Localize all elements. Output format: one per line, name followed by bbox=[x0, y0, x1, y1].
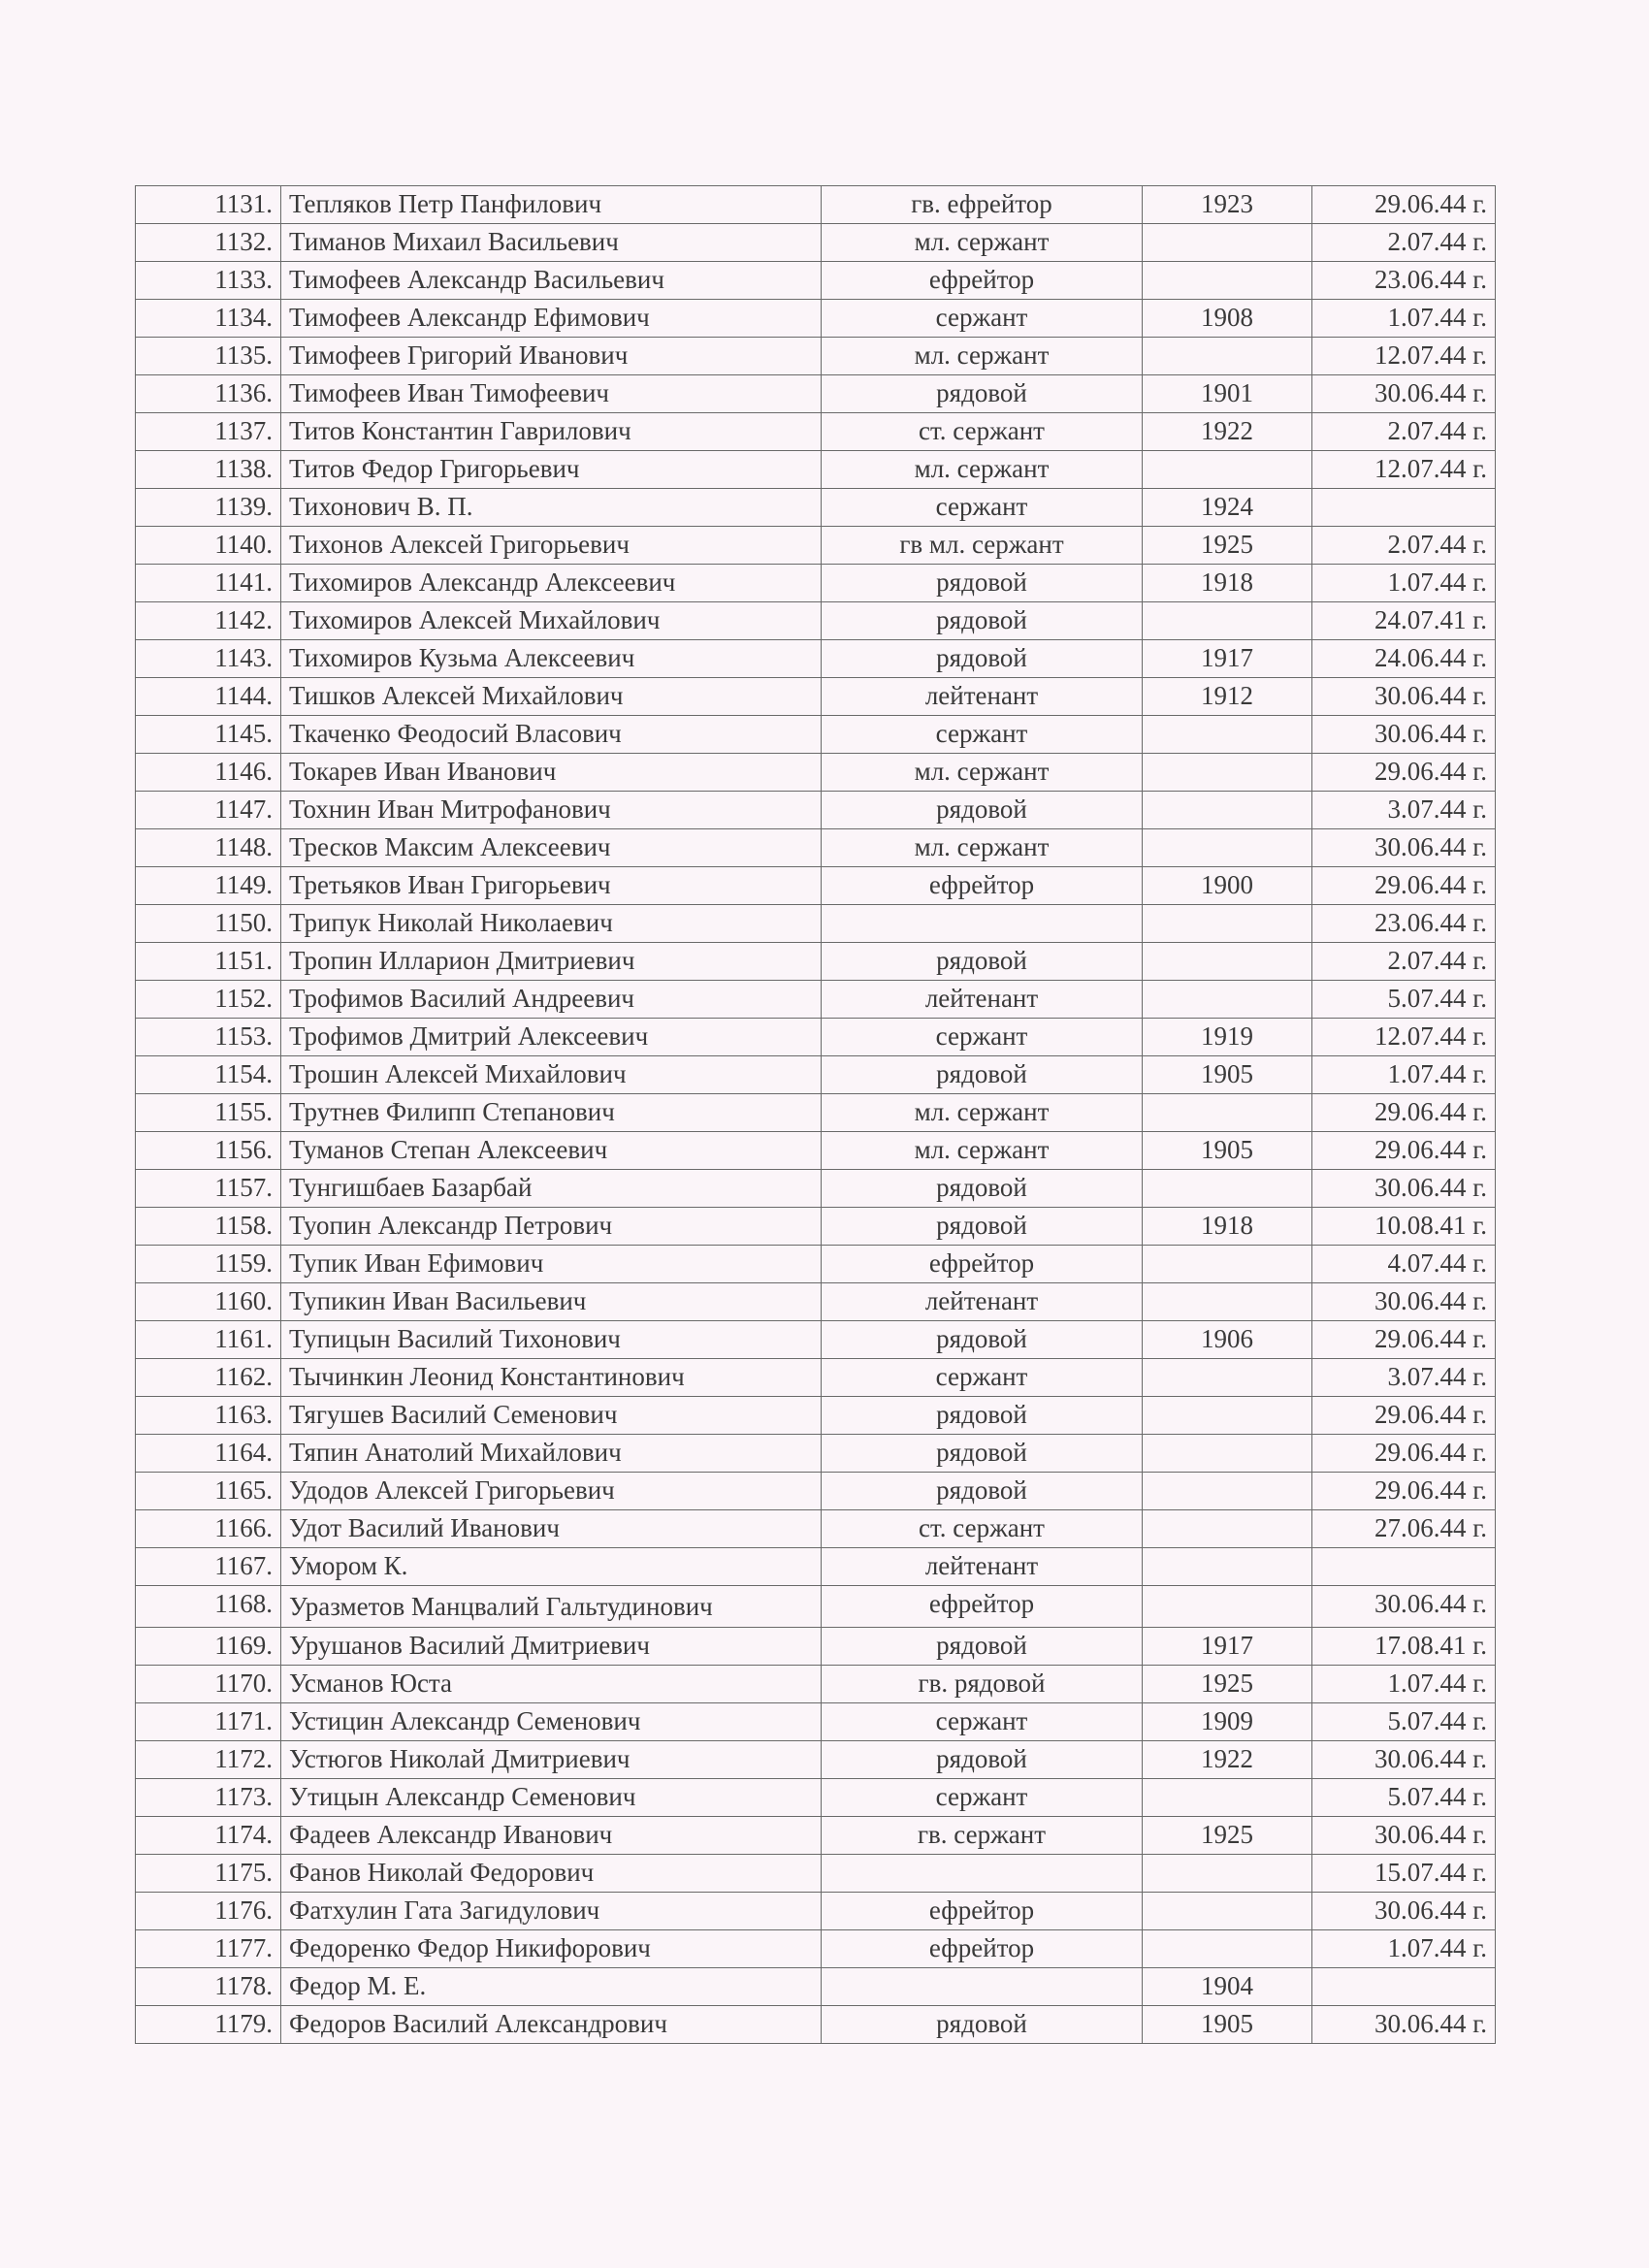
birth-year bbox=[1143, 451, 1312, 489]
military-rank: мл. сержант bbox=[822, 1132, 1143, 1170]
military-rank: рядовой bbox=[822, 640, 1143, 678]
birth-year bbox=[1143, 716, 1312, 754]
row-number: 1166. bbox=[136, 1510, 281, 1548]
military-rank: гв. рядовой bbox=[822, 1666, 1143, 1703]
person-name: Фанов Николай Федорович bbox=[281, 1855, 822, 1893]
military-rank: лейтенант bbox=[822, 1548, 1143, 1586]
person-name: Устицин Александр Семенович bbox=[281, 1703, 822, 1741]
date-of-death: 5.07.44 г. bbox=[1312, 1703, 1496, 1741]
table-row bbox=[136, 1548, 1496, 1586]
birth-year bbox=[1143, 1359, 1312, 1397]
row-number: 1139. bbox=[136, 489, 281, 527]
row-number: 1168. bbox=[136, 1586, 281, 1628]
date-of-death: 1.07.44 г. bbox=[1312, 1056, 1496, 1094]
person-name: Трошин Алексей Михайлович bbox=[281, 1056, 822, 1094]
date-of-death: 29.06.44 г. bbox=[1312, 186, 1496, 224]
person-name: Тихомиров Кузьма Алексеевич bbox=[281, 640, 822, 678]
person-name: Тычинкин Леонид Константинович bbox=[281, 1359, 822, 1397]
birth-year: 1924 bbox=[1143, 489, 1312, 527]
person-name: Тихомиров Александр Алексеевич bbox=[281, 565, 822, 602]
birth-year: 1900 bbox=[1143, 867, 1312, 905]
military-rank: рядовой bbox=[822, 375, 1143, 413]
row-number: 1162. bbox=[136, 1359, 281, 1397]
military-rank: сержант bbox=[822, 716, 1143, 754]
military-rank: лейтенант bbox=[822, 981, 1143, 1019]
date-of-death: 30.06.44 г. bbox=[1312, 829, 1496, 867]
table-row bbox=[136, 186, 1496, 224]
row-number: 1141. bbox=[136, 565, 281, 602]
table-row bbox=[136, 1703, 1496, 1741]
table-row bbox=[136, 1779, 1496, 1817]
person-name: Уразметов Манцвалий Гальтудинович bbox=[281, 1586, 822, 1628]
table-row bbox=[136, 1321, 1496, 1359]
person-name: Тимофеев Александр Ефимович bbox=[281, 300, 822, 338]
military-rank: ефрейтор bbox=[822, 1930, 1143, 1968]
birth-year: 1925 bbox=[1143, 527, 1312, 565]
military-rank: лейтенант bbox=[822, 678, 1143, 716]
table-row bbox=[136, 300, 1496, 338]
person-name: Тепляков Петр Панфилович bbox=[281, 186, 822, 224]
person-name: Трутнев Филипп Степанович bbox=[281, 1094, 822, 1132]
birth-year bbox=[1143, 943, 1312, 981]
row-number: 1153. bbox=[136, 1019, 281, 1056]
date-of-death: 4.07.44 г. bbox=[1312, 1246, 1496, 1283]
person-name: Усманов Юста bbox=[281, 1666, 822, 1703]
birth-year bbox=[1143, 1473, 1312, 1510]
row-number: 1132. bbox=[136, 224, 281, 262]
military-rank: рядовой bbox=[822, 2006, 1143, 2044]
military-rank: рядовой bbox=[822, 602, 1143, 640]
date-of-death: 24.06.44 г. bbox=[1312, 640, 1496, 678]
table-row bbox=[136, 489, 1496, 527]
date-of-death: 3.07.44 г. bbox=[1312, 1359, 1496, 1397]
date-of-death: 30.06.44 г. bbox=[1312, 2006, 1496, 2044]
person-name: Туманов Степан Алексеевич bbox=[281, 1132, 822, 1170]
table-row bbox=[136, 1056, 1496, 1094]
date-of-death: 23.06.44 г. bbox=[1312, 905, 1496, 943]
date-of-death: 3.07.44 г. bbox=[1312, 792, 1496, 829]
person-name: Удодов Алексей Григорьевич bbox=[281, 1473, 822, 1510]
military-rank: сержант bbox=[822, 1779, 1143, 1817]
row-number: 1150. bbox=[136, 905, 281, 943]
person-name: Удот Василий Иванович bbox=[281, 1510, 822, 1548]
military-rank: ефрейтор bbox=[822, 262, 1143, 300]
date-of-death: 15.07.44 г. bbox=[1312, 1855, 1496, 1893]
person-name: Тихонович В. П. bbox=[281, 489, 822, 527]
military-rank: рядовой bbox=[822, 565, 1143, 602]
table-row bbox=[136, 1473, 1496, 1510]
date-of-death: 5.07.44 г. bbox=[1312, 981, 1496, 1019]
date-of-death: 2.07.44 г. bbox=[1312, 413, 1496, 451]
person-name: Утицын Александр Семенович bbox=[281, 1779, 822, 1817]
row-number: 1146. bbox=[136, 754, 281, 792]
person-name: Тупицын Василий Тихонович bbox=[281, 1321, 822, 1359]
table-row bbox=[136, 1510, 1496, 1548]
person-name: Титов Константин Гаврилович bbox=[281, 413, 822, 451]
table-row bbox=[136, 1397, 1496, 1435]
person-name: Тимофеев Григорий Иванович bbox=[281, 338, 822, 375]
military-rank bbox=[822, 905, 1143, 943]
military-rank: сержант bbox=[822, 1019, 1143, 1056]
date-of-death: 12.07.44 г. bbox=[1312, 451, 1496, 489]
row-number: 1138. bbox=[136, 451, 281, 489]
table-row bbox=[136, 451, 1496, 489]
date-of-death: 29.06.44 г. bbox=[1312, 1397, 1496, 1435]
row-number: 1172. bbox=[136, 1741, 281, 1779]
date-of-death: 29.06.44 г. bbox=[1312, 867, 1496, 905]
person-name: Титов Федор Григорьевич bbox=[281, 451, 822, 489]
military-rank: сержант bbox=[822, 489, 1143, 527]
birth-year: 1922 bbox=[1143, 413, 1312, 451]
birth-year bbox=[1143, 981, 1312, 1019]
military-rank: сержант bbox=[822, 1359, 1143, 1397]
row-number: 1151. bbox=[136, 943, 281, 981]
person-name: Умором К. bbox=[281, 1548, 822, 1586]
person-name: Тягушев Василий Семенович bbox=[281, 1397, 822, 1435]
row-number: 1135. bbox=[136, 338, 281, 375]
birth-year: 1905 bbox=[1143, 1056, 1312, 1094]
row-number: 1157. bbox=[136, 1170, 281, 1208]
person-name: Урушанов Василий Дмитриевич bbox=[281, 1628, 822, 1666]
birth-year bbox=[1143, 1855, 1312, 1893]
date-of-death: 30.06.44 г. bbox=[1312, 1586, 1496, 1628]
row-number: 1173. bbox=[136, 1779, 281, 1817]
military-rank: рядовой bbox=[822, 1208, 1143, 1246]
military-rank bbox=[822, 1855, 1143, 1893]
date-of-death: 29.06.44 г. bbox=[1312, 1132, 1496, 1170]
row-number: 1159. bbox=[136, 1246, 281, 1283]
military-rank: рядовой bbox=[822, 1056, 1143, 1094]
table-row bbox=[136, 678, 1496, 716]
birth-year: 1904 bbox=[1143, 1968, 1312, 2006]
table-row bbox=[136, 829, 1496, 867]
person-name: Тимофеев Иван Тимофеевич bbox=[281, 375, 822, 413]
person-name: Федор М. Е. bbox=[281, 1968, 822, 2006]
birth-year bbox=[1143, 262, 1312, 300]
military-rank: рядовой bbox=[822, 1741, 1143, 1779]
military-rank: мл. сержант bbox=[822, 451, 1143, 489]
person-name: Третьяков Иван Григорьевич bbox=[281, 867, 822, 905]
birth-year bbox=[1143, 1930, 1312, 1968]
date-of-death: 29.06.44 г. bbox=[1312, 1473, 1496, 1510]
table-row bbox=[136, 754, 1496, 792]
row-number: 1149. bbox=[136, 867, 281, 905]
table-row bbox=[136, 943, 1496, 981]
table-row bbox=[136, 1132, 1496, 1170]
date-of-death: 30.06.44 г. bbox=[1312, 375, 1496, 413]
table-row bbox=[136, 1094, 1496, 1132]
table-row bbox=[136, 792, 1496, 829]
military-rank: гв. сержант bbox=[822, 1817, 1143, 1855]
person-name: Ткаченко Феодосий Власович bbox=[281, 716, 822, 754]
row-number: 1145. bbox=[136, 716, 281, 754]
row-number: 1165. bbox=[136, 1473, 281, 1510]
row-number: 1169. bbox=[136, 1628, 281, 1666]
row-number: 1163. bbox=[136, 1397, 281, 1435]
person-name: Тяпин Анатолий Михайлович bbox=[281, 1435, 822, 1473]
birth-year bbox=[1143, 905, 1312, 943]
table-row bbox=[136, 2006, 1496, 2044]
birth-year bbox=[1143, 1094, 1312, 1132]
table-row bbox=[136, 905, 1496, 943]
row-number: 1167. bbox=[136, 1548, 281, 1586]
date-of-death: 2.07.44 г. bbox=[1312, 943, 1496, 981]
table-row bbox=[136, 413, 1496, 451]
row-number: 1144. bbox=[136, 678, 281, 716]
date-of-death: 29.06.44 г. bbox=[1312, 1435, 1496, 1473]
birth-year: 1908 bbox=[1143, 300, 1312, 338]
military-rank: ефрейтор bbox=[822, 1893, 1143, 1930]
birth-year: 1917 bbox=[1143, 1628, 1312, 1666]
date-of-death bbox=[1312, 1968, 1496, 2006]
table-row bbox=[136, 338, 1496, 375]
row-number: 1179. bbox=[136, 2006, 281, 2044]
person-name: Устюгов Николай Дмитриевич bbox=[281, 1741, 822, 1779]
birth-year: 1918 bbox=[1143, 565, 1312, 602]
row-number: 1148. bbox=[136, 829, 281, 867]
person-name: Федоренко Федор Никифорович bbox=[281, 1930, 822, 1968]
birth-year bbox=[1143, 602, 1312, 640]
person-name: Федоров Василий Александрович bbox=[281, 2006, 822, 2044]
person-name: Фатхулин Гата Загидулович bbox=[281, 1893, 822, 1930]
military-rank: ст. сержант bbox=[822, 1510, 1143, 1548]
row-number: 1174. bbox=[136, 1817, 281, 1855]
date-of-death: 27.06.44 г. bbox=[1312, 1510, 1496, 1548]
military-rank: рядовой bbox=[822, 792, 1143, 829]
table-row bbox=[136, 527, 1496, 565]
row-number: 1152. bbox=[136, 981, 281, 1019]
table-row bbox=[136, 224, 1496, 262]
birth-year bbox=[1143, 1586, 1312, 1628]
row-number: 1137. bbox=[136, 413, 281, 451]
table-row bbox=[136, 602, 1496, 640]
row-number: 1136. bbox=[136, 375, 281, 413]
military-rank: мл. сержант bbox=[822, 754, 1143, 792]
row-number: 1160. bbox=[136, 1283, 281, 1321]
row-number: 1155. bbox=[136, 1094, 281, 1132]
row-number: 1140. bbox=[136, 527, 281, 565]
roster-table bbox=[135, 185, 1496, 2044]
birth-year: 1905 bbox=[1143, 2006, 1312, 2044]
birth-year bbox=[1143, 1510, 1312, 1548]
birth-year: 1923 bbox=[1143, 186, 1312, 224]
date-of-death: 23.06.44 г. bbox=[1312, 262, 1496, 300]
military-rank: ефрейтор bbox=[822, 1246, 1143, 1283]
date-of-death: 1.07.44 г. bbox=[1312, 1930, 1496, 1968]
table-row bbox=[136, 1586, 1496, 1628]
person-name: Тунгишбаев Базарбай bbox=[281, 1170, 822, 1208]
date-of-death: 29.06.44 г. bbox=[1312, 1321, 1496, 1359]
person-name: Тишков Алексей Михайлович bbox=[281, 678, 822, 716]
person-name: Тресков Максим Алексеевич bbox=[281, 829, 822, 867]
table-row bbox=[136, 716, 1496, 754]
person-name: Трипук Николай Николаевич bbox=[281, 905, 822, 943]
date-of-death: 29.06.44 г. bbox=[1312, 1094, 1496, 1132]
date-of-death: 1.07.44 г. bbox=[1312, 300, 1496, 338]
date-of-death: 5.07.44 г. bbox=[1312, 1779, 1496, 1817]
table-row bbox=[136, 1435, 1496, 1473]
birth-year: 1919 bbox=[1143, 1019, 1312, 1056]
date-of-death: 12.07.44 г. bbox=[1312, 1019, 1496, 1056]
row-number: 1133. bbox=[136, 262, 281, 300]
military-rank: лейтенант bbox=[822, 1283, 1143, 1321]
date-of-death: 30.06.44 г. bbox=[1312, 1893, 1496, 1930]
row-number: 1177. bbox=[136, 1930, 281, 1968]
birth-year bbox=[1143, 1435, 1312, 1473]
birth-year: 1901 bbox=[1143, 375, 1312, 413]
table-row bbox=[136, 1855, 1496, 1893]
person-name: Тихонов Алексей Григорьевич bbox=[281, 527, 822, 565]
birth-year: 1922 bbox=[1143, 1741, 1312, 1779]
military-rank: ефрейтор bbox=[822, 867, 1143, 905]
row-number: 1175. bbox=[136, 1855, 281, 1893]
person-name: Туопин Александр Петрович bbox=[281, 1208, 822, 1246]
row-number: 1158. bbox=[136, 1208, 281, 1246]
table-row bbox=[136, 1666, 1496, 1703]
table-row bbox=[136, 1930, 1496, 1968]
person-name: Трофимов Дмитрий Алексеевич bbox=[281, 1019, 822, 1056]
date-of-death: 29.06.44 г. bbox=[1312, 754, 1496, 792]
birth-year bbox=[1143, 792, 1312, 829]
person-name: Тихомиров Алексей Михайлович bbox=[281, 602, 822, 640]
table-row bbox=[136, 867, 1496, 905]
row-number: 1176. bbox=[136, 1893, 281, 1930]
person-name: Фадеев Александр Иванович bbox=[281, 1817, 822, 1855]
table-row bbox=[136, 1741, 1496, 1779]
person-name: Трофимов Василий Андреевич bbox=[281, 981, 822, 1019]
row-number: 1164. bbox=[136, 1435, 281, 1473]
table-row bbox=[136, 1246, 1496, 1283]
military-rank: сержант bbox=[822, 1703, 1143, 1741]
person-name: Тиманов Михаил Васильевич bbox=[281, 224, 822, 262]
row-number: 1147. bbox=[136, 792, 281, 829]
date-of-death: 30.06.44 г. bbox=[1312, 716, 1496, 754]
row-number: 1154. bbox=[136, 1056, 281, 1094]
birth-year bbox=[1143, 1283, 1312, 1321]
birth-year bbox=[1143, 224, 1312, 262]
table-row bbox=[136, 1628, 1496, 1666]
date-of-death: 2.07.44 г. bbox=[1312, 224, 1496, 262]
military-rank: рядовой bbox=[822, 1397, 1143, 1435]
table-row bbox=[136, 1817, 1496, 1855]
military-rank: мл. сержант bbox=[822, 829, 1143, 867]
row-number: 1171. bbox=[136, 1703, 281, 1741]
military-rank: мл. сержант bbox=[822, 1094, 1143, 1132]
roster-body bbox=[136, 186, 1496, 2044]
military-rank: рядовой bbox=[822, 1435, 1143, 1473]
military-rank: мл. сержант bbox=[822, 224, 1143, 262]
birth-year bbox=[1143, 1170, 1312, 1208]
row-number: 1142. bbox=[136, 602, 281, 640]
table-row bbox=[136, 981, 1496, 1019]
date-of-death: 30.06.44 г. bbox=[1312, 1283, 1496, 1321]
table-row bbox=[136, 1359, 1496, 1397]
date-of-death bbox=[1312, 489, 1496, 527]
military-rank: рядовой bbox=[822, 1321, 1143, 1359]
table-row bbox=[136, 262, 1496, 300]
table-row bbox=[136, 640, 1496, 678]
table-row bbox=[136, 1170, 1496, 1208]
military-rank: рядовой bbox=[822, 1628, 1143, 1666]
birth-year: 1906 bbox=[1143, 1321, 1312, 1359]
row-number: 1170. bbox=[136, 1666, 281, 1703]
military-rank bbox=[822, 1968, 1143, 2006]
birth-year: 1909 bbox=[1143, 1703, 1312, 1741]
birth-year: 1905 bbox=[1143, 1132, 1312, 1170]
birth-year bbox=[1143, 829, 1312, 867]
date-of-death: 12.07.44 г. bbox=[1312, 338, 1496, 375]
person-name: Токарев Иван Иванович bbox=[281, 754, 822, 792]
row-number: 1156. bbox=[136, 1132, 281, 1170]
table-row bbox=[136, 565, 1496, 602]
person-name: Тупик Иван Ефимович bbox=[281, 1246, 822, 1283]
date-of-death: 1.07.44 г. bbox=[1312, 1666, 1496, 1703]
military-rank: рядовой bbox=[822, 943, 1143, 981]
birth-year: 1912 bbox=[1143, 678, 1312, 716]
birth-year bbox=[1143, 1548, 1312, 1586]
table-row bbox=[136, 1283, 1496, 1321]
person-name: Тимофеев Александр Васильевич bbox=[281, 262, 822, 300]
table-row bbox=[136, 1893, 1496, 1930]
birth-year: 1925 bbox=[1143, 1817, 1312, 1855]
row-number: 1161. bbox=[136, 1321, 281, 1359]
date-of-death: 2.07.44 г. bbox=[1312, 527, 1496, 565]
table-row bbox=[136, 1968, 1496, 2006]
military-rank: сержант bbox=[822, 300, 1143, 338]
military-rank: рядовой bbox=[822, 1473, 1143, 1510]
row-number: 1134. bbox=[136, 300, 281, 338]
row-number: 1131. bbox=[136, 186, 281, 224]
birth-year bbox=[1143, 1246, 1312, 1283]
date-of-death: 30.06.44 г. bbox=[1312, 1741, 1496, 1779]
military-rank: рядовой bbox=[822, 1170, 1143, 1208]
military-rank: мл. сержант bbox=[822, 338, 1143, 375]
date-of-death: 24.07.41 г. bbox=[1312, 602, 1496, 640]
birth-year bbox=[1143, 1397, 1312, 1435]
date-of-death: 10.08.41 г. bbox=[1312, 1208, 1496, 1246]
birth-year bbox=[1143, 1893, 1312, 1930]
row-number: 1178. bbox=[136, 1968, 281, 2006]
birth-year bbox=[1143, 1779, 1312, 1817]
date-of-death: 30.06.44 г. bbox=[1312, 678, 1496, 716]
date-of-death bbox=[1312, 1548, 1496, 1586]
table-row bbox=[136, 375, 1496, 413]
person-name: Тупикин Иван Васильевич bbox=[281, 1283, 822, 1321]
person-name: Тохнин Иван Митрофанович bbox=[281, 792, 822, 829]
table-row bbox=[136, 1019, 1496, 1056]
military-rank: гв мл. сержант bbox=[822, 527, 1143, 565]
date-of-death: 17.08.41 г. bbox=[1312, 1628, 1496, 1666]
date-of-death: 30.06.44 г. bbox=[1312, 1817, 1496, 1855]
table-row bbox=[136, 1208, 1496, 1246]
military-rank: гв. ефрейтор bbox=[822, 186, 1143, 224]
person-name: Тропин Илларион Дмитриевич bbox=[281, 943, 822, 981]
military-rank: ст. сержант bbox=[822, 413, 1143, 451]
birth-year: 1917 bbox=[1143, 640, 1312, 678]
birth-year: 1918 bbox=[1143, 1208, 1312, 1246]
military-rank: ефрейтор bbox=[822, 1586, 1143, 1628]
birth-year: 1925 bbox=[1143, 1666, 1312, 1703]
birth-year bbox=[1143, 338, 1312, 375]
birth-year bbox=[1143, 754, 1312, 792]
date-of-death: 30.06.44 г. bbox=[1312, 1170, 1496, 1208]
row-number: 1143. bbox=[136, 640, 281, 678]
date-of-death: 1.07.44 г. bbox=[1312, 565, 1496, 602]
